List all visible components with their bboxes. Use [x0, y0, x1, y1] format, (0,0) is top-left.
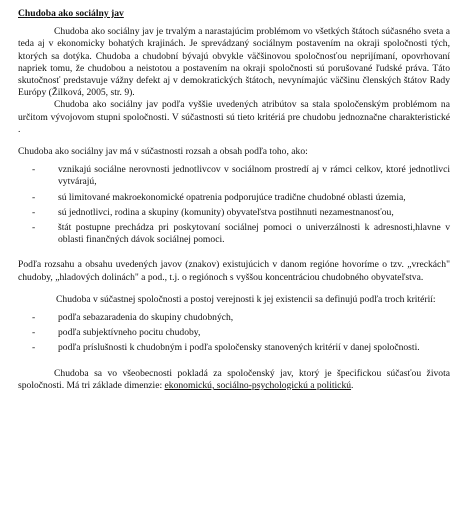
dimensions-underlined: ekonomickú, sociálno-psychologickú a politickú — [164, 379, 352, 391]
paragraph-scope: Chudoba ako sociálny jav má v súčastnosti rozsah a obsah podľa toho, ako: — [18, 146, 308, 158]
dash-bullet: - — [32, 206, 36, 218]
paragraph-dimensions: Chudoba sa vo všeobecnosti pokladá za spoločenský jav, ktorý je špecifickou súčasťou života spoločnosti. Má tri základe dimenzie: ekonomickú, sociálno-psychologickú a politickú. — [18, 367, 450, 391]
scope-list — [18, 164, 450, 246]
criteria-list — [18, 312, 450, 355]
paragraph-problem: Chudoba ako sociálny jav podľa vyššie uvedených atribútov sa stala spoločenským problémom na určitom vývojovom stupni spoločnosti. V súčastnosti sú tieto kritériá pre chudobu jednoznačne charakteristické . — [18, 99, 450, 135]
dash-bullet: - — [32, 327, 36, 339]
dash-bullet: - — [32, 191, 36, 203]
paragraph-criteria: Chudoba v súčastnej spoločnosti a postoj verejnosti k jej existencii sa definujú podľa troch kritérií: — [56, 293, 436, 305]
page-title: Chudoba ako sociálny jav — [18, 8, 124, 19]
paragraph-intro: Chudoba ako sociálny jav je trvalým a narastajúcim problémom vo všetkých štátoch súčasného sveta a teda aj v ekonomicky bohatých krajinách. Je sprevádzaný sociálnym postavením na okraji spoločnosti tých, ktorých sa dotýka. Chudoba a chudobní bývajú obvykle väčšinovou spoločnosťou neprijímaní, opovrhovaní napriek tomu, že chudobou a neistotou a postavením na okraji spoločnosti sú porušované ľudské práva. Táto skutočnosť predstavuje vážny defekt aj v demokratických štátoch, nevynímajúc väčšinu členských štátov Rady Európy (Žilková, 2005, str. 9). — [18, 26, 450, 99]
list-item: - sú jednotlivci, rodina a skupiny (komunity) obyvateľstva postihnuti nezamestnanosťou, — [32, 206, 394, 218]
list-item: - vznikajú sociálne nerovnosti jednotlivcov v sociálnom prostredí aj v rámci celkov, ktoré jednotlivci vytvárajú, — [32, 164, 450, 188]
dash-bullet: - — [32, 312, 36, 324]
list-item: - sú limitované makroekonomické opatrenia podporujúce tradične chudobné oblasti územia, — [32, 191, 406, 203]
list-item: - štát postupne prechádza pri poskytovaní sociálnej pomoci o univerzálnosti k adresnosti,hlavne v oblasti finančných dávok sociálnej pomoci. — [32, 222, 450, 246]
list-item: - podľa príslušnosti k chudobným i podľa spoločensky stanovených kritérií v danej spoločnosti. — [32, 342, 420, 354]
dash-bullet: - — [32, 164, 36, 176]
paragraph-regions: Podľa rozsahu a obsahu uvedených javov (znakov) existujúcich v danom regióne hovoríme o tzv. „vreckách" chudoby, „hladových dolinách" a pod., t.j. o regiónoch s vyššou koncentráciou chudobného obyvateľstva. — [18, 259, 450, 283]
dash-bullet: - — [32, 342, 36, 354]
list-item: - podľa subjektívneho pocitu chudoby, — [32, 327, 201, 339]
dash-bullet: - — [32, 222, 36, 234]
list-item: - podľa sebazaradenia do skupiny chudobných, — [32, 312, 234, 324]
